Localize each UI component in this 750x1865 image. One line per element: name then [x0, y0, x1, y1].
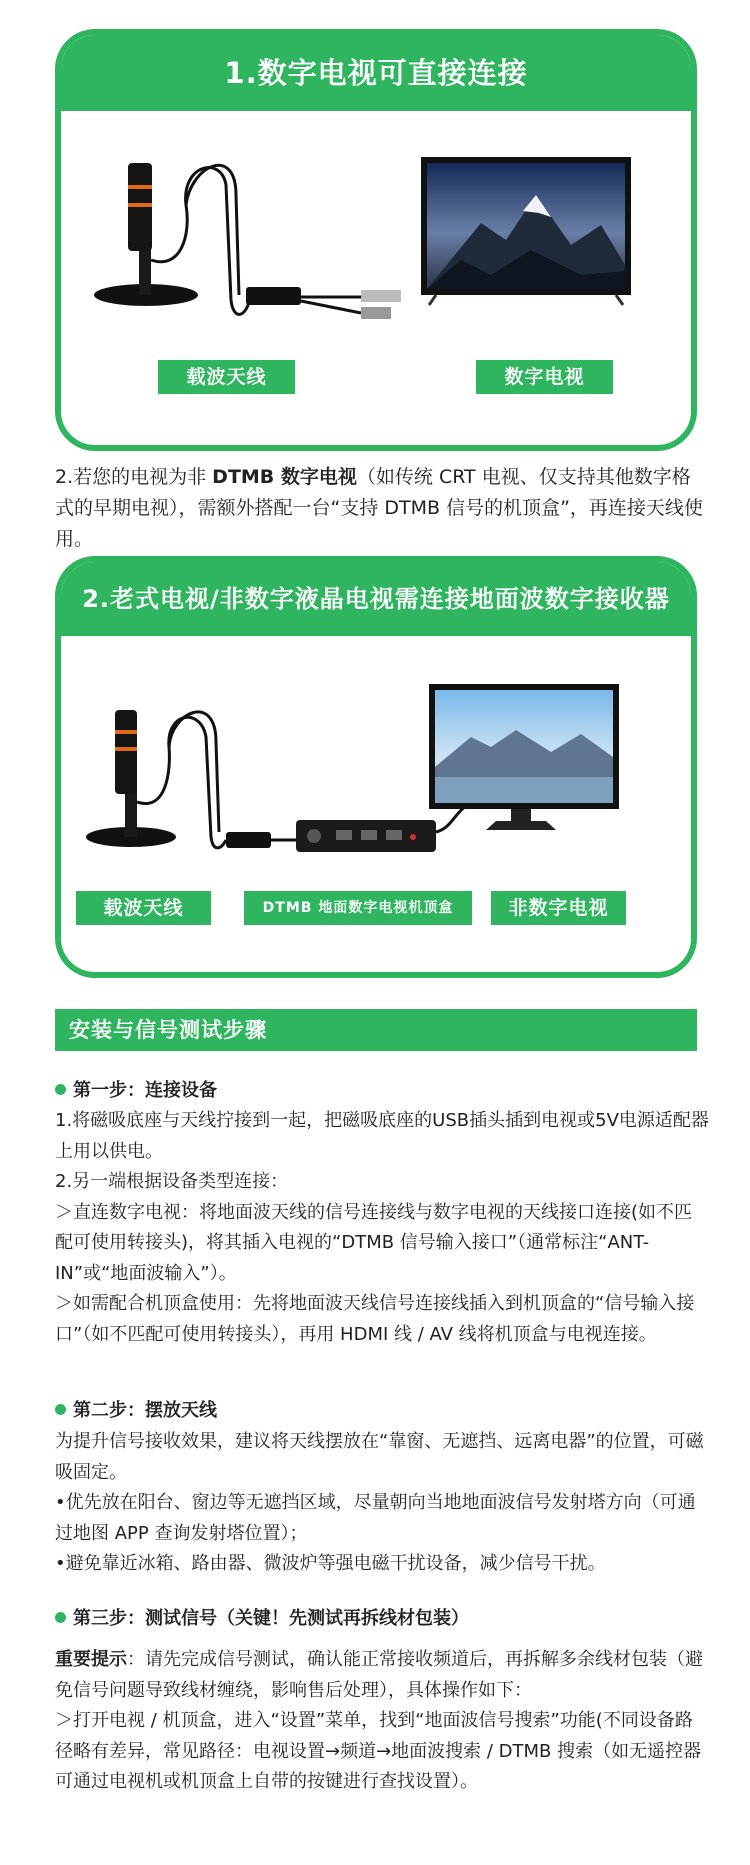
bullet-dot-icon — [55, 1612, 66, 1623]
panel-title: 2.老式电视/非数字液晶电视需连接地面波数字接收器 — [61, 562, 691, 636]
step2-body — [55, 1427, 710, 1580]
panel-direct-connect — [55, 29, 697, 451]
step1-line: ＞直连数字电视：将地面波天线的信号连接线与数字电视的天线接口连接(如不匹配可使用转接头)，将其插入电视的“DTMB 信号输入接口”（通常标注“ANT-IN”或“地面波输入”）。 — [55, 1201, 693, 1284]
step3-heading: 第三步：测试信号（关键！先测试再拆线材包装） — [55, 1604, 469, 1630]
section-header: 安装与信号测试步骤 — [55, 1009, 697, 1051]
step1-heading: 第一步：连接设备 — [55, 1076, 217, 1102]
note-text: 2.若您的电视为非 DTMB 数字电视（如传统 CRT 电视、仅支持其他数字格式的早期电视），需额外搭配一台“支持 DTMB 信号的机顶盒”，再连接天线使用。 — [55, 466, 703, 550]
panel-title: 1.数字电视可直接连接 — [61, 35, 691, 111]
note-highlight: DTMB 数字电视 — [212, 466, 357, 488]
step2-heading: 第二步：摆放天线 — [55, 1396, 217, 1422]
step3-line: ＞打开电视 / 机顶盒，进入“设置”菜单，找到“地面波信号搜索”功能(不同设备路径略有差异，常见路径：电视设置→频道→地面波搜索 / DTMB 搜索（如无遥控器可通过电视机或机顶盒上自带的按键进行查找设置）。 — [55, 1710, 702, 1792]
step1-line: 2.另一端根据设备类型连接： — [55, 1171, 289, 1192]
step2-line: •避免靠近冰箱、路由器、微波炉等强电磁干扰设备，减少信号干扰。 — [55, 1553, 606, 1574]
step3-tip: 重要提示：请先完成信号测试，确认能正常接收频道后，再拆解多余线材包装（避免信号问题导致线材缠绕，影响售后处理），具体操作如下： — [55, 1649, 703, 1701]
label-non-digital-tv: 非数字电视 — [491, 891, 626, 925]
step3-body — [55, 1645, 710, 1798]
cable-module — [246, 287, 301, 305]
label-set-top-box: DTMB 地面数字电视机顶盒 — [244, 891, 472, 925]
bullet-dot-icon — [55, 1404, 66, 1415]
step1-line: ＞如需配合机顶盒使用：先将地面波天线信号连接线插入到机顶盒的“信号输入接口”（如不匹配可使用转接头），再用 HDMI 线 / AV 线将机顶盒与电视连接。 — [55, 1293, 695, 1345]
step2-line: 为提升信号接收效果，建议将天线摆放在“靠窗、无遮挡、远离电器”的位置，可磁吸固定。 — [55, 1431, 704, 1483]
label-antenna: 载波天线 — [76, 891, 211, 925]
usb-plug — [361, 307, 391, 319]
bullet-dot-icon — [55, 1084, 66, 1095]
step1-line: 1.将磁吸底座与天线拧接到一起，把磁吸底座的USB插头插到电视或5V电源适配器上用以供电。 — [55, 1110, 709, 1162]
label-antenna: 载波天线 — [158, 360, 295, 394]
label-digital-tv: 数字电视 — [476, 360, 613, 394]
tip-label: 重要提示 — [55, 1649, 127, 1670]
coax-plug — [361, 290, 401, 302]
step1-body — [55, 1106, 710, 1350]
step2-line: •优先放在阳台、窗边等无遮挡区域，尽量朝向当地地面波信号发射塔方向（可通过地图 APP 查询发射塔位置）； — [55, 1492, 696, 1544]
panel-set-top-box — [55, 556, 697, 978]
dtmb-note — [55, 462, 705, 555]
